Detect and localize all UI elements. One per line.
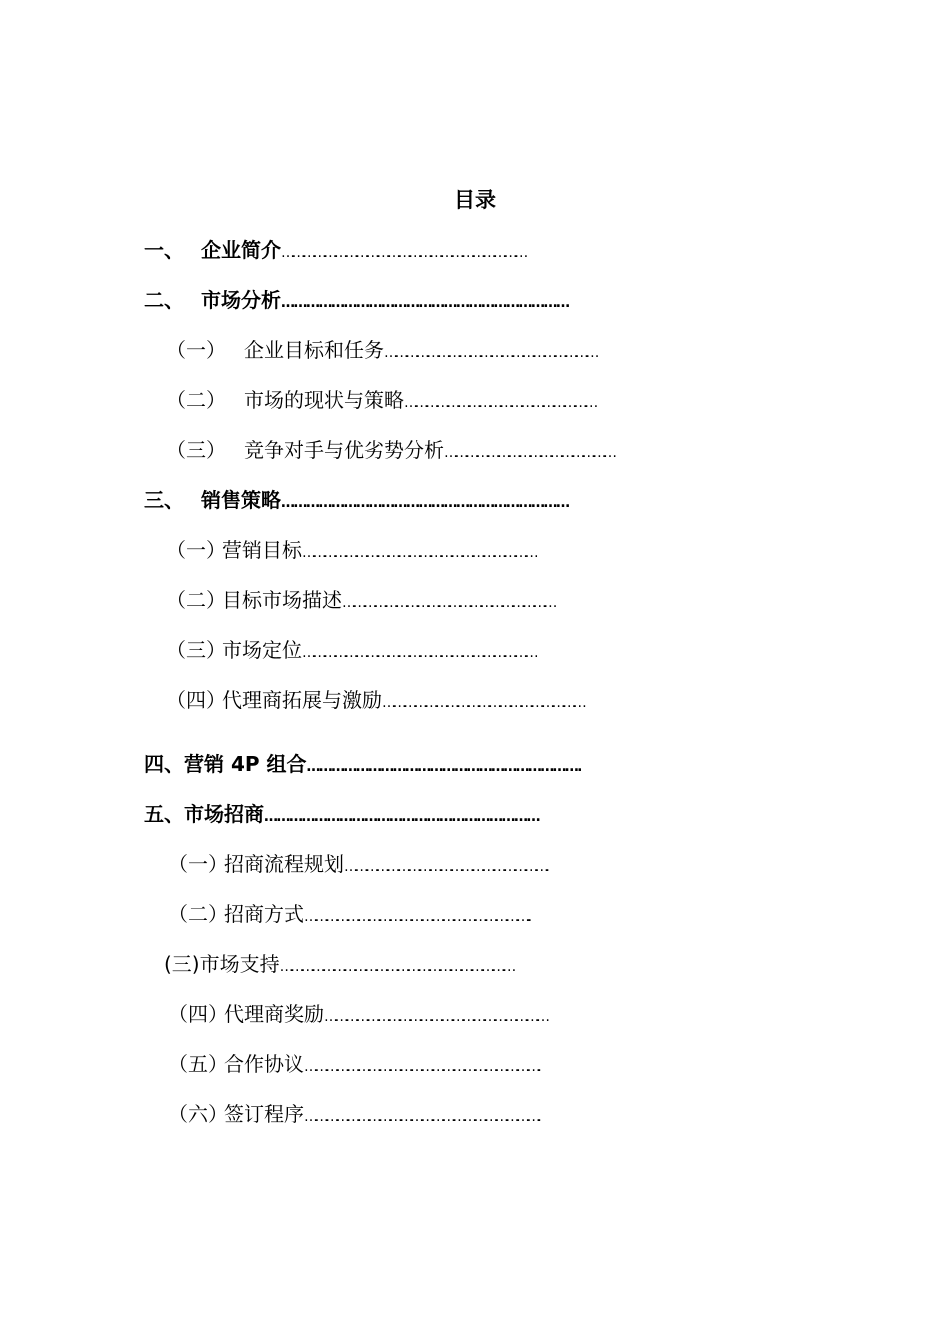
toc-entry-label: 目标市场描述 xyxy=(222,588,342,612)
toc-entry-label: 市场支持 xyxy=(199,952,280,976)
toc-entry-number: （四） xyxy=(168,1002,228,1026)
toc-leader-dots: ………………………………………………………… xyxy=(302,645,536,661)
toc-entry-4[interactable] xyxy=(144,750,581,778)
toc-leader-dots: ……………………………………………… xyxy=(404,395,595,411)
toc-leader-dots: …………………………………………………………… xyxy=(281,245,525,261)
toc-entry-2[interactable] xyxy=(144,286,569,314)
toc-entry-number: （一） xyxy=(168,852,228,876)
toc-entry-number: （一） xyxy=(166,538,226,562)
toc-entry-number: （二） xyxy=(168,902,228,926)
toc-entry-label: 签订程序 xyxy=(224,1102,304,1126)
toc-leader-dots: …………………………………………………………. xyxy=(304,1109,539,1125)
toc-entry-label: 企业目标和任务 xyxy=(244,338,384,362)
toc-leader-dots: ………………………………………………………… xyxy=(264,809,539,825)
toc-entry-label: 销售策略 xyxy=(201,488,281,512)
toc-entry-2-3[interactable] xyxy=(166,436,614,464)
toc-entry-number: （六） xyxy=(168,1102,228,1126)
toc-entry-label: 营销 4P 组合 xyxy=(184,752,307,776)
toc-entry-label: 企业简介 xyxy=(201,238,281,262)
toc-leader-dots: …………………………………………………………. xyxy=(306,759,581,775)
toc-leader-dots: …………………………………………………… xyxy=(384,345,597,361)
toc-entry-3[interactable] xyxy=(144,486,569,514)
toc-entry-label: 市场招商 xyxy=(184,802,264,826)
toc-entry-3-2[interactable] xyxy=(166,586,554,614)
toc-entry-label: 市场分析 xyxy=(201,288,281,312)
toc-title: 目录 xyxy=(454,188,496,212)
toc-entry-2-2[interactable] xyxy=(166,386,595,414)
toc-entry-5-2[interactable] xyxy=(168,900,529,928)
toc-entry-5-3[interactable] xyxy=(164,950,513,978)
toc-entry-label: 招商流程规划 xyxy=(224,852,344,876)
toc-entry-label: 市场的现状与策略 xyxy=(244,388,404,412)
toc-entry-label: 招商方式 xyxy=(224,902,304,926)
toc-entry-number: 二、 xyxy=(144,288,184,312)
toc-leader-dots: ……………………………………………………… xyxy=(324,1009,547,1025)
toc-entry-number: 四、 xyxy=(144,752,184,776)
toc-leader-dots: …………………………………………………… xyxy=(342,595,555,611)
toc-entry-number: （三） xyxy=(166,638,226,662)
toc-entry-2-1[interactable] xyxy=(166,336,596,364)
toc-entry-5-4[interactable] xyxy=(168,1000,547,1028)
toc-entry-number: （一） xyxy=(166,338,226,362)
toc-leader-dots: …………………………………………………. xyxy=(344,859,547,875)
toc-leader-dots: ………………………………………………………… xyxy=(302,545,536,561)
toc-entry-number: 三、 xyxy=(144,488,184,512)
toc-entry-5-1[interactable] xyxy=(168,850,546,878)
toc-entry-label: 营销目标 xyxy=(222,538,302,562)
toc-entry-5-5[interactable] xyxy=(168,1050,538,1078)
toc-entry-label: 代理商拓展与激励 xyxy=(222,688,382,712)
toc-entry-label: 竞争对手与优劣势分析 xyxy=(244,438,444,462)
toc-leader-dots: …………………………………………………………. xyxy=(304,1059,539,1075)
toc-entry-number: (三) xyxy=(164,952,200,976)
toc-entry-1[interactable] xyxy=(144,236,525,264)
toc-entry-number: （三） xyxy=(166,438,226,462)
toc-leader-dots: ………………………………………………………… xyxy=(279,959,513,975)
toc-entry-label: 合作协议 xyxy=(224,1052,304,1076)
toc-entry-label: 代理商奖励 xyxy=(224,1002,324,1026)
toc-leader-dots: ………………………………………… xyxy=(444,445,614,461)
toc-leader-dots: …………………………………………………………… xyxy=(281,295,569,311)
toc-entry-3-4[interactable] xyxy=(166,686,583,714)
toc-entry-number: 一、 xyxy=(144,238,184,262)
toc-entry-number: （五） xyxy=(168,1052,228,1076)
toc-entry-number: （四） xyxy=(166,688,226,712)
toc-entry-number: （二） xyxy=(166,588,226,612)
toc-leader-dots: ……………………………………………………….. xyxy=(304,909,529,925)
toc-entry-label: 市场定位 xyxy=(222,638,302,662)
toc-entry-3-3[interactable] xyxy=(166,636,535,664)
toc-leader-dots: ………………………………………………… xyxy=(382,695,584,711)
toc-entry-5[interactable] xyxy=(144,800,539,828)
toc-entry-5-6[interactable] xyxy=(168,1100,538,1128)
toc-entry-number: 五、 xyxy=(144,802,184,826)
toc-entry-number: （二） xyxy=(166,388,226,412)
toc-leader-dots: …………………………………………………………… xyxy=(281,495,569,511)
toc-entry-3-1[interactable] xyxy=(166,536,535,564)
